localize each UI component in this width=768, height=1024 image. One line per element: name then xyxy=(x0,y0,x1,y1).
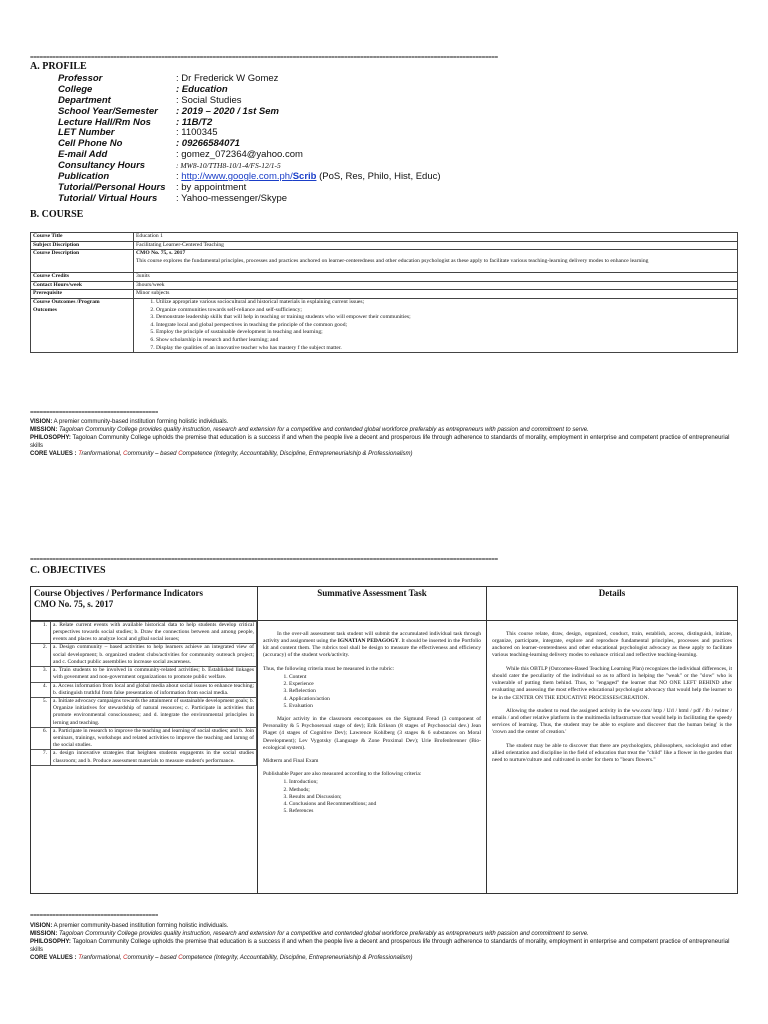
summative-p4: Midterm and Final Exam xyxy=(263,757,319,764)
course-description-cmo: CMO No. 75, s. 2017 xyxy=(136,250,186,257)
profile-label: Professor xyxy=(58,72,103,84)
philosophy-label: PHILOSOPHY: xyxy=(30,435,71,441)
table-row xyxy=(31,273,738,282)
profile-label: E-mail Add xyxy=(58,149,108,161)
course-title-key: Course Title xyxy=(31,233,134,242)
paper-criteria-item: 5. References xyxy=(289,808,481,815)
publication-prefix: : xyxy=(176,170,182,182)
summative-p1-text: In the over-all assessment task student will submit the accumulated individual task through activity and assignment using the xyxy=(263,630,481,645)
vision-line xyxy=(30,922,738,930)
col-head-objectives-title: Course Objectives / Performance Indicators xyxy=(34,588,203,598)
separator-rule-2: ================================================================================================================================================== xyxy=(30,557,498,563)
col-head-objectives xyxy=(31,587,258,621)
profile-row xyxy=(58,117,738,128)
profile-label: Publication xyxy=(58,170,110,182)
mission-line xyxy=(30,426,738,434)
summative-p5: Publishable Paper are also measured according to the following criteria: xyxy=(263,771,422,778)
summative-p1 xyxy=(263,631,481,660)
course-heading: B. COURSE xyxy=(30,209,84,220)
table-row xyxy=(31,290,738,299)
details-cell xyxy=(487,620,738,893)
philosophy-line xyxy=(30,434,738,450)
criteria-item: 4. Application/action xyxy=(289,696,481,703)
objectives-list xyxy=(31,621,257,766)
course-title-value: Education 1 xyxy=(134,233,738,242)
objective-text: a. Design community – based activities to help learners achieve an integrated view of social development; b. organized student clubs/activities for community outreach project; and c. Conduct public assemblies to increase social awareness. xyxy=(51,644,257,667)
mission-line xyxy=(30,930,738,938)
profile-value: : Dr Frederick W Gomez xyxy=(176,72,279,84)
prerequisite-value: Minor subjects xyxy=(134,290,738,299)
profile-value: : 2019 – 2020 / 1st Sem xyxy=(176,105,279,117)
table-row xyxy=(31,250,738,273)
core-values-line xyxy=(30,954,738,962)
table-row xyxy=(31,667,257,682)
outcome-item: 6. Show scholarship in research and further learning; and xyxy=(156,337,735,345)
publication-scrib[interactable]: Scrib xyxy=(292,170,317,182)
profile-row xyxy=(58,171,738,182)
table-row xyxy=(31,298,738,352)
publication-link[interactable]: http://www.google.com.ph/ xyxy=(181,170,293,182)
profile-value xyxy=(176,171,441,182)
vision-text: A premier community-based institution forming holistic individuals. xyxy=(52,923,229,929)
profile-label: Tutorial/Personal Hours xyxy=(58,181,166,193)
profile-row xyxy=(58,127,738,138)
vision-label: VISION: xyxy=(30,419,53,425)
profile-value: : 09266584071 xyxy=(176,138,240,150)
profile-row xyxy=(58,138,738,149)
paper-criteria-item: 2. Methods; xyxy=(289,787,481,794)
outcome-item: 5. Employ the principle of sustainable development in teaching and learning; xyxy=(156,329,735,337)
core-text-3: ompetence (Integrity, Accountability, Discipline, Entrepreneurialship & Professionalism) xyxy=(182,955,413,961)
col-head-summative: Summative Assessment Task xyxy=(258,587,487,621)
profile-row xyxy=(58,160,738,171)
col-head-details: Details xyxy=(487,587,738,621)
profile-label: LET Number xyxy=(58,127,115,139)
objective-text: a. Train students to be involved in community-related activities; b. Established linkages with govenment and non-government organizations to promote public welfare. xyxy=(51,667,257,682)
col-head-objectives-cmo: CMO No. 75, s. 2017 xyxy=(34,599,114,609)
summative-p1-rest: . It should be inserted in the Portfolio kit and content them. The rubrics tool shall be design to measure the effectiveness and efficiency (accuracy) of the student work/activity. xyxy=(263,638,481,659)
contact-hours-key: Contact Hours/week xyxy=(31,281,134,290)
profile-block xyxy=(58,73,738,204)
objective-text: a. Access information from local and global media about social issues to enhance teaching; b. distinguish truthful from false presentation of information from social media. xyxy=(51,682,257,697)
paper-criteria-list xyxy=(263,779,481,815)
table-row xyxy=(31,750,257,765)
details-p2: While this OBTLP (Outcomes-Based Teaching Learning Plan) recognizes the individual differences, it should cater the peculiarity of the individual so as to afford in helping the "weak" or the "slow" who is vulnerable of putting them behind. Thus, to "engaged" the learner that NO ONE LEFT BEHIND after evaluating and assessing the most effective educational psychologist advocacy that would help the learner to be in the CENTER ON THE EDUCATIVE PROCESSES/CREATION. xyxy=(492,665,732,701)
objective-number: 1. xyxy=(31,621,51,644)
outcome-item: 2. Organize communities towards self-reliance and self-sufficiency; xyxy=(156,307,735,315)
objective-text: a. design innovative strategies that heighten students engagemts in the social studies classroom; and b. Produce assessment materials to measure student's performance. xyxy=(51,750,257,765)
footer-separator-2: ======================================== xyxy=(30,913,159,919)
outcomes-key-line1: Course Outcomes /Program xyxy=(33,298,100,305)
course-credits-value: 3units xyxy=(134,273,738,282)
profile-row xyxy=(58,149,738,160)
footer-separator: ======================================== xyxy=(30,410,159,416)
course-description-text: This course explores the fundamental principles, processes and practices anchored on learner-centeredness and other education psychologist as these apply to facilitate various teaching-learning delivery modes to enhance learning xyxy=(136,257,649,264)
separator-rule: ================================================================================================================================================== xyxy=(30,55,498,61)
profile-value: : Yahoo-messenger/Skype xyxy=(176,192,288,204)
outcome-item: 7. Display the qualities of an innovative teacher who has mastery f the subject matter. xyxy=(156,345,735,353)
objectives-table xyxy=(30,586,738,894)
table-row xyxy=(31,241,738,250)
footer-block-1 xyxy=(30,418,738,458)
objective-text: a. Participate in research to improve the teaching and learning of social studies; and b. Join seminars, trainings, workshops and related activities to improve the teaching and larnng of the social studies. xyxy=(51,727,257,750)
course-description-key: Course Description xyxy=(31,250,134,273)
objective-number: 3. xyxy=(31,667,51,682)
profile-value: : by appointment xyxy=(176,181,247,193)
philosophy-text: Tagoloan Community College upholds the premise that education is a success if and when the people live a decent and prosperous life through adherence to standards of morality, employment in enterprise and competent practice of entrepreneurial skills xyxy=(30,939,730,953)
summative-p2: Thus, the following criteria must be measured in the rubric: xyxy=(263,665,395,672)
philosophy-text: Tagoloan Community College upholds the premise that education is a success if and when the people live a decent and prosperous life through adherence to standards of morality, employment in enterprise and competent practice of entrepreneurial skills xyxy=(30,435,730,449)
objective-number: 7. xyxy=(31,750,51,765)
details-p4: The student may be able to discover that there are psychologists, philosophers, sociologist and other allied orientation and discipline in the field of education that treat the "child" like a flower in the garden that need to nurture/culture and cultivated in order for them to "bears flowers." xyxy=(492,742,732,763)
core-letter-c: C xyxy=(123,955,128,961)
outcomes-key xyxy=(31,298,134,352)
publication-suffix: (PoS, Res, Philo, Hist, Educ) xyxy=(316,170,441,182)
profile-value: : Social Studies xyxy=(176,94,242,106)
profile-label: School Year/Semester xyxy=(58,105,158,117)
profile-label: Tutorial/ Virtual Hours xyxy=(58,192,158,204)
profile-label: Lecture Hall/Rm Nos xyxy=(58,116,151,128)
vision-label: VISION: xyxy=(30,923,53,929)
objective-text: a. Initiate advocacy campaigns towards the attainment of sustainable development goals; b. Organize initiatives for stewardship of natural resources; c. Participate in activities that promote environmental consciousness; and d. integrate the environmental principles in lerning and teaching. xyxy=(51,697,257,727)
core-text-2: ommunity – based xyxy=(127,955,179,961)
core-text-2: ommunity – based xyxy=(127,451,179,457)
paper-criteria-item: 4. Conclusions and Recommendtions; and xyxy=(289,801,481,808)
outcome-item: 1. Utilize appropriate various sociocultural and historical materials in explaining current issues; xyxy=(156,299,735,307)
objective-text: a. Relate current events with available historical data to help students develop critical perspectives towards social studies; b. Draw the connections between and among people, events and places to analyze local and glbal social issues; xyxy=(51,621,257,644)
core-text-1: ranformational, xyxy=(81,955,124,961)
criteria-item: 5. Evaluation xyxy=(289,703,481,710)
objective-number: 4. xyxy=(31,682,51,697)
contact-hours-value: 3hours/week xyxy=(134,281,738,290)
profile-heading: A. PROFILE xyxy=(30,61,87,72)
core-letter-c: C xyxy=(123,451,128,457)
subject-description-key: Subject Discription xyxy=(31,241,134,250)
profile-value: : 1100345 xyxy=(176,127,218,139)
summative-p3: Major activity in the classroom encompasses on the Sigmund Freud (3 component of Personality & 5 Psychosexual stage of dev); Erik Erikson (8 stages of Psychosocial dev.) Jean Piaget (4 stages of Cognitive Dev); Lawrence Kohlberg (3 stages & 6 substances on Moral Development); Lev Vygotsky (Language & Zone Proximal Dev); Urie Brofenbrenner (Bio-ecological system). xyxy=(263,715,481,751)
criteria-list xyxy=(263,674,481,710)
outcomes-value xyxy=(134,298,738,352)
table-row xyxy=(31,281,738,290)
table-row xyxy=(31,233,738,242)
core-values-label: CORE VALUES : xyxy=(30,955,77,961)
profile-value: : Education xyxy=(176,83,228,95)
table-row xyxy=(31,697,257,727)
table-row xyxy=(31,620,738,893)
objective-number: 5. xyxy=(31,697,51,727)
profile-row xyxy=(58,106,738,117)
summative-cell xyxy=(258,620,487,893)
core-values-line xyxy=(30,450,738,458)
objectives-cell xyxy=(31,620,258,893)
core-letter-t: T xyxy=(76,955,82,961)
course-table xyxy=(30,232,738,353)
mission-text: Tagoloan Community College provides quality instruction, research and extension for a competitive and contended global workforce preferably as entrepreneurs with passion and commitment to serve. xyxy=(57,427,589,433)
mission-text: Tagoloan Community College provides quality instruction, research and extension for a competitive and contended global workforce preferably as entrepreneurs with passion and commitment to serve. xyxy=(57,931,589,937)
core-text-3: ompetence (Integrity, Accountability, Discipline, Entrepreneurialship & Professionalism) xyxy=(182,451,413,457)
ignatian-pedagogy: IGNATIAN PEDAGOGY xyxy=(337,638,399,645)
outcomes-list xyxy=(136,299,735,352)
profile-label: College xyxy=(58,83,93,95)
table-row xyxy=(31,682,257,697)
core-text-1: ranformational, xyxy=(81,451,124,457)
mission-label: MISSION: xyxy=(30,931,58,937)
table-header-row xyxy=(31,587,738,621)
details-p1: This course relate, draw, design, organized, conduct, train, establish, access, distinguish, initiate, organize, participate, integrate, explore and reproduce fundamental principles, processes and practices anchored on learner-centeredness and other educational psychologist advocacy as these apply to facilitate various teaching-learning delivery modes to enhance critical and reflective teaching-learning. xyxy=(492,630,732,659)
core-letter-t: T xyxy=(76,451,82,457)
table-row xyxy=(31,644,257,667)
vision-line xyxy=(30,418,738,426)
table-row xyxy=(31,727,257,750)
outcome-item: 3. Demonstrate leadership skills that will help in teaching or training students who will empower their communities; xyxy=(156,314,735,322)
objective-number: 2. xyxy=(31,644,51,667)
profile-row xyxy=(58,73,738,84)
table-row xyxy=(31,621,257,644)
prerequisite-key: Prerequisite xyxy=(31,290,134,299)
footer-block-2 xyxy=(30,922,738,962)
profile-label: Cell Phone No xyxy=(58,138,123,150)
details-p3: Allowing the student to read the assigned activity in the ww.com/ http / Url / html / pdf / fb / twitter / emails / and other relative platform in the multimedia infrastructure that would help in facilitating the speedy services of learning. Thus, the student may be able to explore and discover that the human being' is the 'crown and the center of creation.' xyxy=(492,707,732,736)
mission-label: MISSION: xyxy=(30,427,58,433)
philosophy-label: PHILOSOPHY: xyxy=(30,939,71,945)
core-letter-c2: C xyxy=(178,955,183,961)
profile-row xyxy=(58,95,738,106)
profile-value: : 11B/T2 xyxy=(176,116,213,128)
profile-value: : gomez_072364@yahoo.com xyxy=(176,149,303,161)
paper-criteria-item: 3. Results and Discussion; xyxy=(289,794,481,801)
profile-label: Department xyxy=(58,94,111,106)
criteria-item: 1. Content xyxy=(289,674,481,681)
vision-text: A premier community-based institution forming holistic individuals. xyxy=(52,419,229,425)
philosophy-line xyxy=(30,938,738,954)
core-letter-c2: C xyxy=(178,451,183,457)
subject-description-value: Facilitating Learner-Centered Teaching xyxy=(134,241,738,250)
objectives-heading: C. OBJECTIVES xyxy=(30,565,106,576)
profile-label: Consultancy Hours xyxy=(58,160,146,172)
criteria-item: 2. Experience xyxy=(289,681,481,688)
profile-value: : MW8-10/TTH8-10/1-4/FS-12/1-5 xyxy=(176,161,281,171)
course-description-value xyxy=(134,250,738,273)
objective-number: 6. xyxy=(31,727,51,750)
course-credits-key: Course Credits xyxy=(31,273,134,282)
core-values-label: CORE VALUES : xyxy=(30,451,77,457)
outcome-item: 4. Integrate local and global perspectives in teaching the principle of the common good; xyxy=(156,322,735,330)
paper-criteria-item: 1. Introduction; xyxy=(289,779,481,786)
profile-row xyxy=(58,182,738,193)
criteria-item: 3. Reflelection xyxy=(289,688,481,695)
profile-row xyxy=(58,84,738,95)
outcomes-key-line2: Outcomes xyxy=(33,306,57,313)
profile-row xyxy=(58,193,738,204)
